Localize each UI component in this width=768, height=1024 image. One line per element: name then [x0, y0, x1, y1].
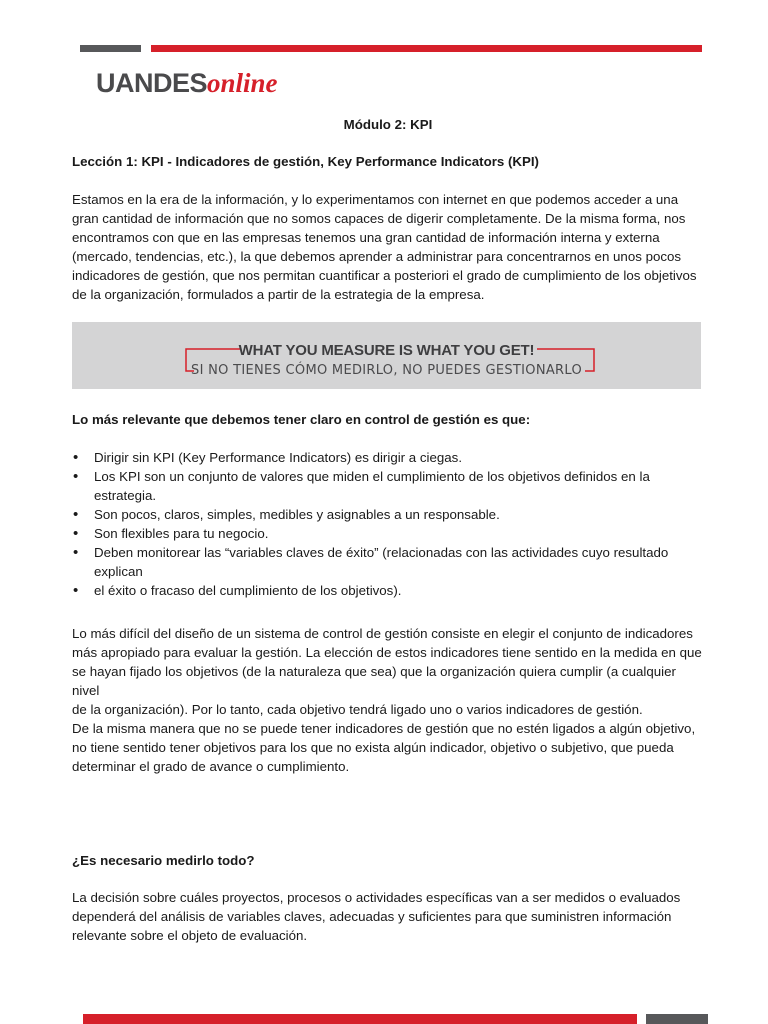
- footer-red-bar: [83, 1014, 637, 1024]
- paragraph-line: se hayan fijado los objetivos (de la naturaleza que sea) que la organización quiera cumplir (a cualquier nivel: [72, 664, 676, 698]
- header-gray-bar: [80, 45, 141, 52]
- paragraph-line: De la misma manera que no se puede tener indicadores de gestión que no estén ligados a algún objetivo,: [72, 721, 696, 736]
- module-title: Módulo 2: KPI: [343, 117, 433, 132]
- lesson-title: Lección 1: KPI - Indicadores de gestión, Key Performance Indicators (KPI): [72, 154, 539, 169]
- logo-accent-text: online: [207, 68, 278, 98]
- footer-gray-bar: [646, 1014, 708, 1024]
- list-item: • Son flexibles para tu negocio.: [72, 524, 704, 543]
- banner-headline: WHAT YOU MEASURE IS WHAT YOU GET!: [238, 342, 535, 359]
- paragraph-line: no tiene sentido tener objetivos para los que no exista algún indicador, objetivo o subjetivo, que pueda determinar el grado de avance o cumplimiento.: [72, 740, 674, 774]
- intro-paragraph: Estamos en la era de la información, y lo experimentamos con internet en que podemos acceder a una gran cantidad de información que no somos capaces de digerir completamente. De la misma forma, nos encontramos con que en las empresas tenemos una gran cantidad de información interna y externa (mercado, tendencias, etc.), la que debemos aprender a administrar para concentrarnos en unos pocos indicadores de gestión, que nos permitan cuantificar a posteriori el grado de cumplimiento de los objetivos de la organización, formulados a partir de la estrategia de la empresa.: [72, 192, 697, 302]
- design-paragraph: [72, 624, 704, 776]
- question-heading: ¿Es necesario medirlo todo?: [72, 853, 255, 868]
- kpi-bullet-list: [72, 448, 704, 600]
- list-item: • Los KPI son un conjunto de valores que miden el cumplimiento de los objetivos definidos en la estrategia.: [72, 467, 704, 505]
- banner-subline: SI NO TIENES CÓMO MEDIRLO, NO PUEDES GESTIONARLO: [191, 363, 582, 378]
- quote-banner: [72, 322, 701, 389]
- uandes-online-logo: [96, 66, 278, 105]
- list-item: • el éxito o fracaso del cumplimiento de los objetivos).: [72, 581, 704, 600]
- logo-main-text: UANDES: [96, 68, 208, 98]
- header-red-bar: [151, 45, 702, 52]
- decision-paragraph: La decisión sobre cuáles proyectos, procesos o actividades específicas van a ser medidos o evaluados dependerá del análisis de variables claves, adecuadas y suficientes para que suministren información relevante sobre el objeto de evaluación.: [72, 890, 681, 943]
- paragraph-line: de la organización). Por lo tanto, cada objetivo tendrá ligado uno o varios indicadores de gestión.: [72, 702, 643, 717]
- paragraph-line: más apropiado para evaluar la gestión. La elección de estos indicadores tiene sentido en la medida en que: [72, 645, 702, 660]
- list-item: • Son pocos, claros, simples, medibles y asignables a un responsable.: [72, 505, 704, 524]
- list-item: • Deben monitorear las “variables claves de éxito” (relacionadas con las actividades cuyo resultado explican: [72, 543, 704, 581]
- paragraph-line: Lo más difícil del diseño de un sistema de control de gestión consiste en elegir el conjunto de indicadores: [72, 626, 693, 641]
- relevant-heading: Lo más relevante que debemos tener claro en control de gestión es que:: [72, 412, 531, 427]
- list-item: • Dirigir sin KPI (Key Performance Indicators) es dirigir a ciegas.: [72, 448, 704, 467]
